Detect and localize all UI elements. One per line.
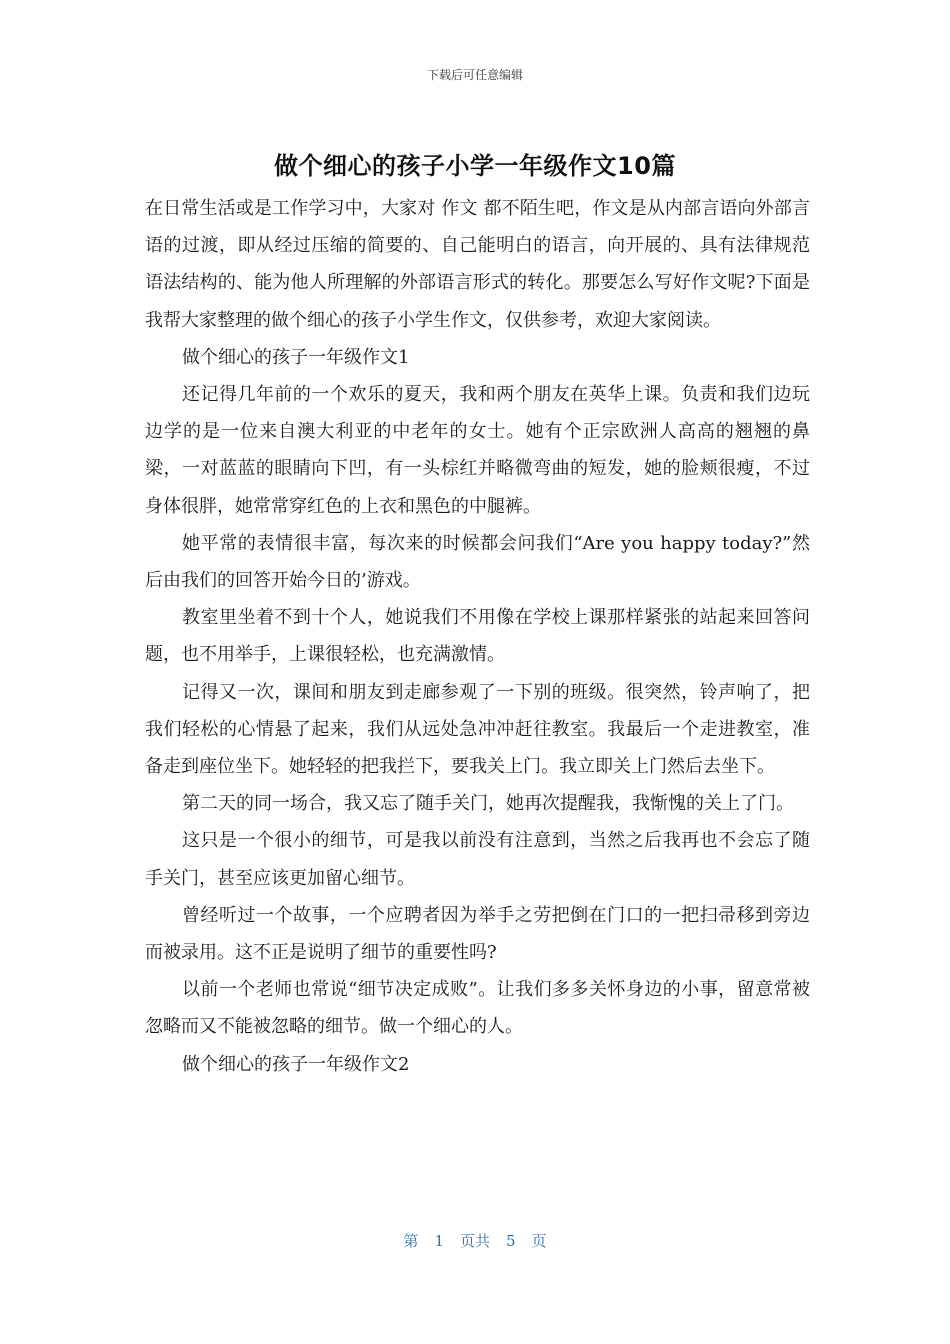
footer-prefix: 第 — [403, 1232, 419, 1250]
page-footer — [0, 1230, 950, 1251]
paragraph-intro: 在日常生活或是工作学习中，大家对 作文 都不陌生吧，作文是从内部言语向外部言语的过渡，即从经过压缩的简要的、自己能明白的语言，向开展的、具有法律规范语法结构的、能为他人所理解的外部语言形式的转化。那要怎么写好作文呢?下面是我帮大家整理的做个细心的孩子小学生作文，仅供参考，欢迎大家阅读。 — [145, 198, 810, 331]
page-number: 1 — [434, 1232, 444, 1250]
paragraph: 还记得几年前的一个欢乐的夏天，我和两个朋友在英华上课。负责和我们边玩边学的是一位来自澳大利亚的中老年的女士。她有个正宗欧洲人高高的翘翘的鼻梁，一对蓝蓝的眼睛向下凹，有一头棕红并略微弯曲的短发，她的脸颊很瘦，不过身体很胖，她常常穿红色的上衣和黑色的中腿裤。 — [145, 384, 810, 517]
document-title: 做个细心的孩子小学一年级作文10篇 — [274, 152, 676, 180]
footer-middle: 页共 — [459, 1232, 490, 1250]
section-heading-2: 做个细心的孩子一年级作文2 — [182, 1053, 410, 1075]
footer-suffix: 页 — [531, 1232, 547, 1250]
document-body — [145, 190, 810, 1083]
paragraph: 以前一个老师也常说“细节决定成败”。让我们多多关怀身边的小事，留意常被忽略而又不能被忽略的细节。做一个细心的人。 — [145, 979, 810, 1038]
section-heading-1: 做个细心的孩子一年级作文1 — [182, 346, 410, 368]
header-note: 下载后可任意编辑 — [426, 68, 523, 82]
paragraph: 她平常的表情很丰富，每次来的时候都会问我们“Are you happy today?”然后由我们的回答开始今日的’游戏。 — [145, 532, 810, 592]
page-total: 5 — [506, 1232, 516, 1250]
paragraph: 记得又一次，课间和朋友到走廊参观了一下别的班级。很突然，铃声响了，把我们轻松的心情悬了起来，我们从远处急冲冲赶往教室。我最后一个走进教室，准备走到座位坐下。她轻轻的把我拦下，要我关上门。我立即关上门然后去坐下。 — [145, 681, 810, 778]
paragraph: 这只是一个很小的细节，可是我以前没有注意到，当然之后我再也不会忘了随手关门，甚至应该更加留心细节。 — [145, 830, 810, 889]
paragraph: 教室里坐着不到十个人，她说我们不用像在学校上课那样紧张的站起来回答问题，也不用举手，上课很轻松，也充满激情。 — [145, 607, 810, 666]
paragraph: 第二天的同一场合，我又忘了随手关门，她再次提醒我，我惭愧的关上了门。 — [182, 793, 794, 815]
paragraph: 曾经听过一个故事，一个应聘者因为举手之劳把倒在门口的一把扫帚移到旁边而被录用。这不正是说明了细节的重要性吗? — [145, 904, 810, 964]
